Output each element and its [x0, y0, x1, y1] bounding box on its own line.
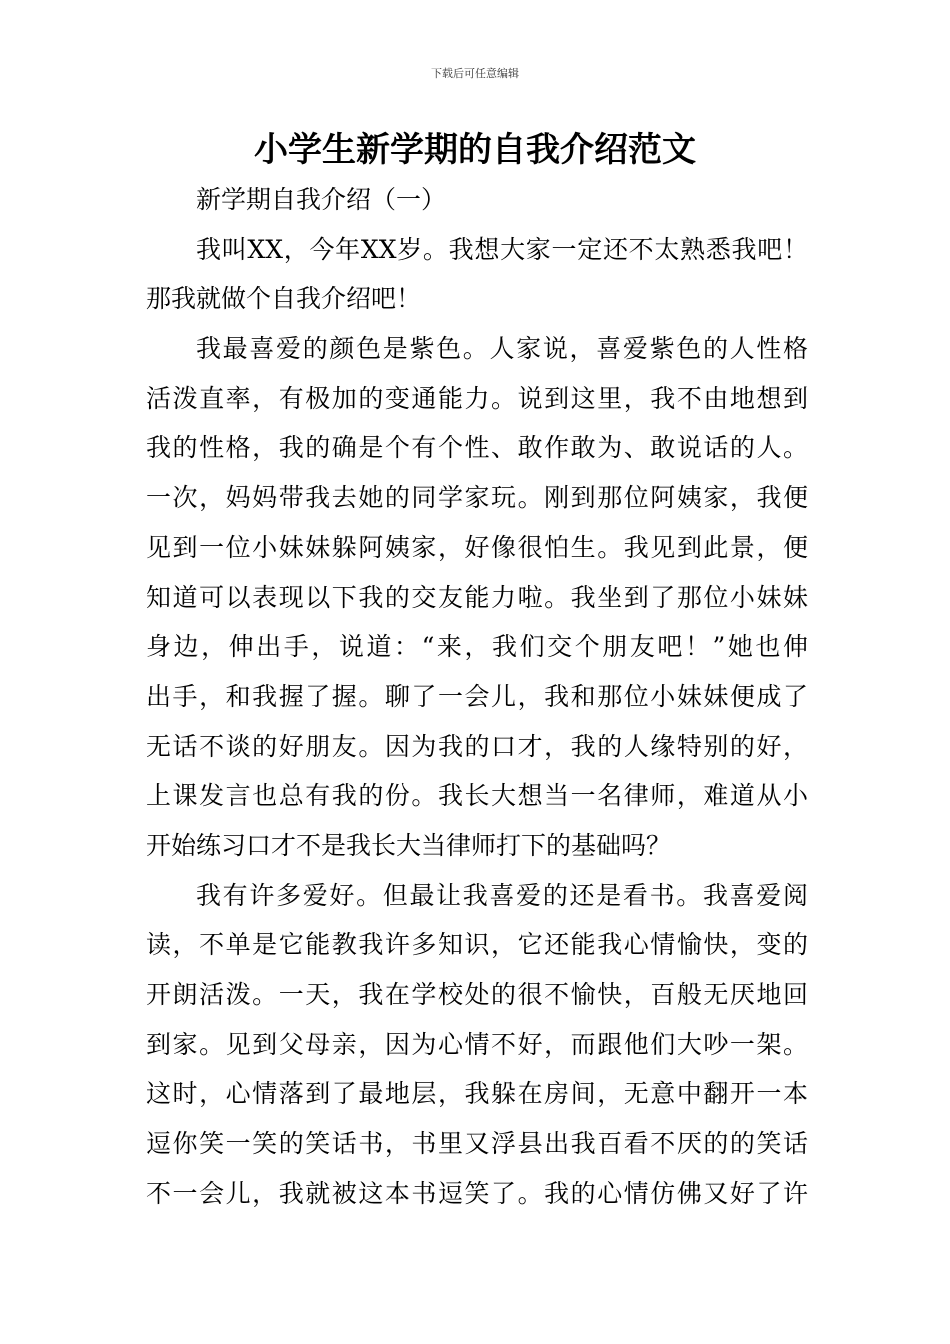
paragraph-line: 身边，伸出手，说道：“来，我们交个朋友吧！”她也伸: [146, 632, 808, 662]
paragraph-line: 我有许多爱好。但最让我喜爱的还是看书。我喜爱阅: [196, 880, 808, 910]
paragraph-line: 开朗活泼。一天，我在学校处的很不愉快，百般无厌地回: [146, 980, 808, 1009]
paragraph-line: 活泼直率，有极加的变通能力。说到这里，我不由地想到: [146, 383, 808, 413]
paragraph-2: [146, 324, 808, 871]
document-body: [146, 175, 808, 1218]
paragraph-line: 一次，妈妈带我去她的同学家玩。刚到那位阿姨家，我便: [146, 483, 808, 513]
paragraph-line: 见到一位小妹妹躲阿姨家，好像很怕生。我见到此景，便: [146, 532, 808, 562]
paragraph-line: 不一会儿，我就被这本书逗笑了。我的心情仿佛又好了许: [146, 1178, 808, 1208]
paragraph-3: [146, 871, 808, 1219]
paragraph-line: 那我就做个自我介绍吧！: [146, 284, 422, 314]
paragraph-line: 开始练习口才不是我长大当律师打下的基础吗？: [146, 830, 672, 860]
paragraph-line: 我叫XX，今年XX岁。我想大家一定还不太熟悉我吧！: [196, 234, 808, 264]
paragraph-line: 我最喜爱的颜色是紫色。人家说，喜爱紫色的人性格: [196, 334, 808, 364]
paragraph-line: 出手，和我握了握。聊了一会儿，我和那位小妹妹便成了: [146, 681, 808, 711]
paragraph-line: 知道可以表现以下我的交友能力啦。我坐到了那位小妹妹: [146, 582, 808, 612]
paragraph-line: 这时，心情落到了最地层，我躲在房间，无意中翻开一本: [146, 1079, 808, 1109]
paragraph-line: 我的性格，我的确是个有个性、敢作敢为、敢说话的人。: [146, 433, 808, 463]
document-title: 小学生新学期的自我介绍范文: [254, 130, 696, 170]
header-note: 下载后可任意编辑: [431, 67, 519, 80]
section-subheading: 新学期自我介绍（一）: [196, 185, 447, 214]
paragraph-line: 到家。见到父母亲，因为心情不好，而跟他们大吵一架。: [146, 1029, 808, 1059]
paragraph-line: 读，不单是它能教我许多知识，它还能我心情愉快，变的: [146, 930, 808, 960]
paragraph-line: 逗你笑一笑的笑话书，书里又浮县出我百看不厌的的笑话: [146, 1129, 808, 1159]
paragraph-line: 上课发言也总有我的份。我长大想当一名律师，难道从小: [146, 781, 808, 811]
paragraph-1: [146, 225, 808, 324]
paragraph-line: 无话不谈的好朋友。因为我的口才，我的人缘特别的好，: [146, 731, 808, 761]
